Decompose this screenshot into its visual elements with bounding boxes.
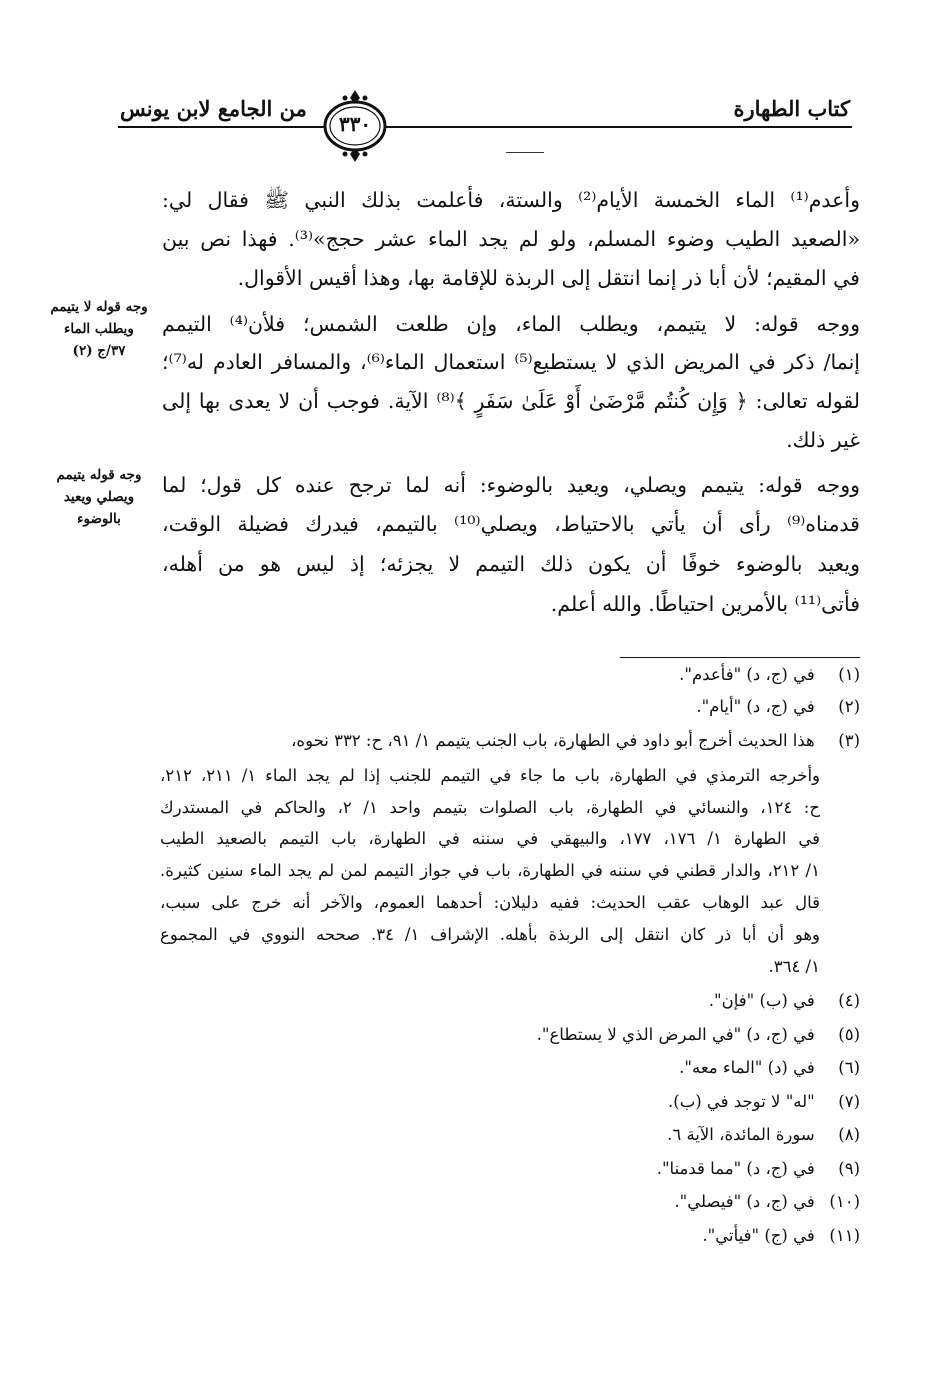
page-number: ٣٣٠	[338, 112, 372, 136]
footnote-separator	[620, 657, 860, 658]
footnote-continuation: ١/ ٣٦٤.	[768, 957, 820, 976]
footnote-number: (٤)	[838, 991, 860, 1010]
body-line: «الصعيد الطيب وضوء المسلم، ولو لم يجد الماء عشر حجج»⁽³⁾. فهذا نص بين	[162, 227, 860, 251]
footnote-item	[657, 1156, 860, 1182]
footnote-text: في (ج، د) "فأعدم".	[679, 665, 815, 684]
footnote-item	[291, 728, 860, 754]
footnote-number: (٣)	[838, 731, 860, 750]
footnote-continuation: وهو أن أبا ذر كان انتقل إلى الربذة بأهله. الإشراف ١/ ٣٤. صححه النووي في المجموع	[160, 925, 821, 944]
footnote-text: هذا الحديث أخرج أبو داود في الطهارة، باب الجنب يتيمم ١/ ٩١، ح: ٣٣٢ نحوه،	[291, 731, 815, 750]
footnote-continuation: في الطهارة ١/ ١٧٦، ١٧٧، والبيهقي في سننه في الطهارة، باب التيمم بالصعيد الطيب	[160, 829, 821, 848]
body-line: وأعدم⁽¹⁾ الماء الخمسة الأيام⁽²⁾ والستة، فأعلمت بذلك النبي ﷺ فقال لي:	[162, 188, 860, 212]
margin-note-ref: ٣٧/ج (٢)	[72, 343, 126, 359]
footnote-text: في (د) "الماء معه".	[679, 1058, 815, 1077]
margin-note-text: وجه قوله لا يتيمم ويطلب الماء	[50, 299, 148, 337]
header-source-title: من الجامع لابن يونس	[120, 96, 307, 121]
body-line: لقوله تعالى: ﴿ وَإِن كُنتُم مَّرْضَىٰ أَوْ عَلَىٰ سَفَرٍ ﴾⁽⁸⁾ الآية. فوجب أن لا يعدى بها إلى	[162, 389, 861, 413]
footnote-text: في (ج، د) "فيصلي".	[674, 1192, 815, 1211]
footnote-text: "له" لا توجد في (ب).	[668, 1092, 815, 1111]
footnote-text: في (ج) "فيأتي".	[702, 1226, 815, 1245]
footnote-item	[709, 988, 860, 1014]
header-rule	[118, 126, 852, 128]
footnote-text: في (ج، د) "أيام".	[696, 697, 815, 716]
margin-note	[40, 464, 158, 530]
footnote-number: (٧)	[838, 1092, 860, 1111]
header-book-title: كتاب الطهارة	[733, 96, 850, 121]
footnote-number: (١٠)	[829, 1192, 860, 1211]
body-line: غير ذلك.	[786, 428, 860, 452]
footnote-number: (٢)	[838, 697, 860, 716]
body-line: في المقيم؛ لأن أبا ذر إنما انتقل إلى الربذة للإقامة بها، وهذا أقيس الأقوال.	[237, 266, 860, 290]
footnote-text: سورة المائدة، الآية ٦.	[667, 1125, 815, 1144]
footnote-item	[667, 1122, 860, 1148]
footnote-continuation: ح: ١٢٤، والنسائي في الطهارة، باب الصلوات بتيمم واحد ١/ ٢، والحاكم في المستدرك	[160, 798, 820, 817]
footnote-item	[679, 662, 860, 688]
body-line: فأتى⁽¹¹⁾ بالأمرين احتياطًا. والله أعلم.	[550, 592, 860, 616]
body-line: ووجه قوله: لا يتيمم، ويطلب الماء، وإن طلعت الشمس؛ فلأن⁽⁴⁾ التيمم	[162, 312, 860, 336]
footnote-number: (١)	[838, 665, 860, 684]
margin-note	[40, 296, 158, 362]
footnote-item	[679, 1055, 860, 1081]
body-line: ووجه قوله: يتيمم ويصلي، ويعيد بالوضوء: أنه لما ترجح عنده كل قول؛ لما	[162, 473, 860, 497]
footnote-text: في (ج، د) "في المرض الذي لا يستطاع".	[536, 1025, 815, 1044]
body-line: قدمناه⁽⁹⁾ رأى أن يأتي بالاحتياط، ويصلي⁽¹⁰⁾ بالتيمم، فيدرك فضيلة الوقت،	[162, 512, 860, 536]
footnote-number: (١١)	[829, 1226, 860, 1245]
footnote-item	[674, 1189, 860, 1215]
footnote-item	[668, 1089, 860, 1115]
footnote-item	[537, 1022, 860, 1048]
footnote-continuation: قال عبد الوهاب عقب الحديث: ففيه دليلان: أحدهما العموم، والآخر أنه خرج على سبب،	[160, 893, 820, 912]
header-dash	[506, 152, 544, 153]
footnote-continuation: ١/ ٢١٢، والدار قطني في سننه في الطهارة، باب في جواز التيمم لمن لم يجد الماء سنين كثيرة.	[160, 861, 820, 880]
footnote-number: (٨)	[838, 1125, 860, 1144]
footnote-text: في (ب) "فإن".	[708, 991, 815, 1010]
footnote-item	[702, 1223, 860, 1249]
body-line: إنما/ ذكر في المريض الذي لا يستطيع⁽⁵⁾ استعمال الماء⁽⁶⁾، والمسافر العادم له⁽⁷⁾؛	[162, 350, 860, 374]
footnote-continuation: وأخرجه الترمذي في الطهارة، باب ما جاء في التيمم للجنب إذا لم يجد الماء ١/ ٢١١، ٢١٢،	[160, 766, 820, 785]
footnote-number: (٥)	[838, 1025, 860, 1044]
margin-note-text: وجه قوله يتيمم ويصلي ويعيد بالوضوء	[56, 467, 142, 527]
body-line: ويعيد بالوضوء خوفًا أن يكون ذلك التيمم لا يجزئه؛ إذ ليس هو من أهله،	[162, 552, 860, 576]
footnote-number: (٦)	[838, 1058, 860, 1077]
footnote-text: في (ج، د) "مما قدمنا".	[656, 1159, 815, 1178]
footnote-number: (٩)	[838, 1159, 860, 1178]
footnote-item	[696, 694, 860, 720]
